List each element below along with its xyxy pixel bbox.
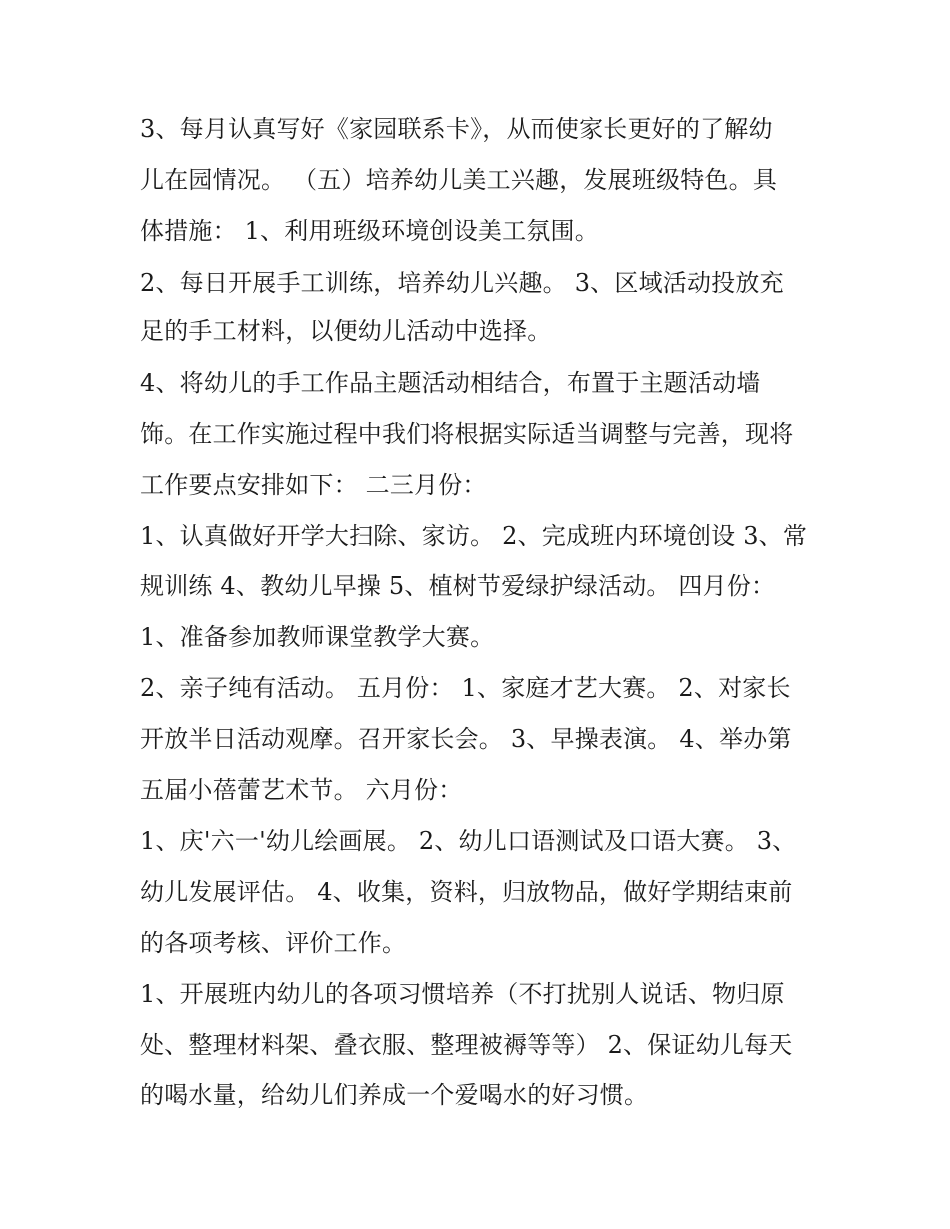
text-line: 1、开展班内幼儿的各项习惯培养（不打扰别人说话、物归原 [140,980,785,1008]
text-line: 1、准备参加教师课堂教学大赛。 [140,623,495,651]
text-line: 2、亲子纯有活动。 五月份： 1、家庭才艺大赛。 2、对家长 [140,674,791,702]
text-line: 幼儿发展评估。 4、收集，资料，归放物品，做好学期结束前 [140,878,793,906]
text-line: 五届小蓓蕾艺术节。 六月份： [140,776,463,804]
text-line: 4、将幼儿的手工作品主题活动相结合，布置于主题活动墙 [140,369,761,397]
text-line: 饰。在工作实施过程中我们将根据实际适当调整与完善，现将 [140,420,794,448]
text-line: 工作要点安排如下： 二三月份： [140,471,487,499]
text-line: 体措施： 1、利用班级环境创设美工氛围。 [140,217,599,245]
text-line: 2、每日开展手工训练，培养幼儿兴趣。 3、区域活动投放充 [140,269,784,297]
text-line: 的各项考核、评价工作。 [140,929,407,957]
text-line: 规训练 4、教幼儿早操 5、植树节爱绿护绿活动。 四月份： [140,572,776,600]
text-line: 1、庆'六一'幼儿绘画展。 2、幼儿口语测试及口语大赛。 3、 [140,827,797,855]
text-line: 1、认真做好开学大扫除、家访。 2、完成班内环境创设 3、常 [140,522,808,550]
text-line: 的喝水量，给幼儿们养成一个爱喝水的好习惯。 [140,1081,649,1109]
text-line: 3、每月认真写好《家园联系卡》，从而使家长更好的了解幼 [140,115,773,143]
text-line: 儿在园情况。 （五）培养幼儿美工兴趣，发展班级特色。具 [140,166,778,194]
text-line: 足的手工材料，以便幼儿活动中选择。 [140,317,552,345]
text-line: 开放半日活动观摩。召开家长会。 3、早操表演。 4、举办第 [140,725,792,753]
text-line: 处、整理材料架、叠衣服、整理被褥等等） 2、保证幼儿每天 [140,1031,793,1059]
